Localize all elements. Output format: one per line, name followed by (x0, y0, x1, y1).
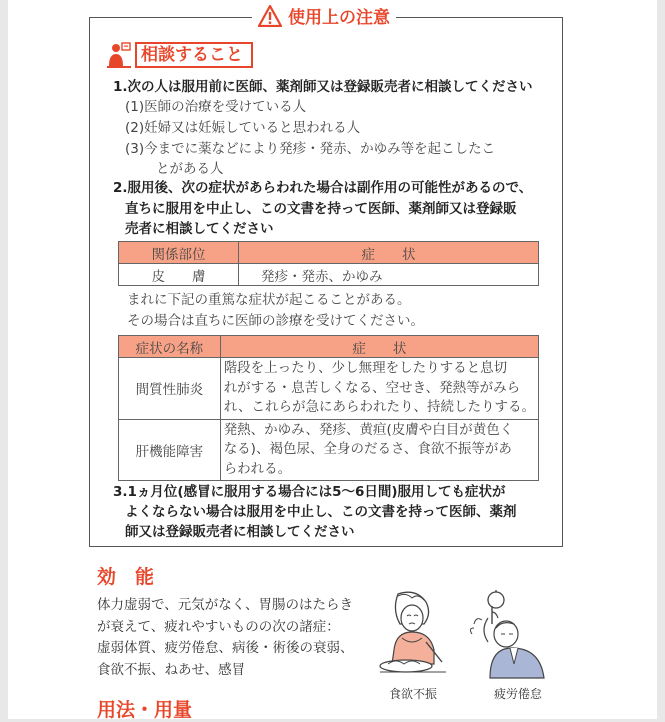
doctor-consult-icon (107, 42, 131, 68)
table-cell: 皮 膚 (119, 264, 239, 286)
caption-fatigue: 疲労倦怠 (494, 687, 543, 701)
table-side-effects (118, 241, 539, 286)
item2-heading-3: 売者に相談してください (125, 221, 274, 237)
table-header-row (119, 336, 539, 358)
consult-label: 相談すること (135, 42, 253, 68)
item1-heading: 1.次の人は服用前に医師、薬剤師又は登録販売者に相談してください (113, 79, 533, 95)
table-header-cell: 関係部位 (119, 242, 239, 264)
table-cell-line: 階段を上ったり、少し無理をしたりすると息切 (223, 360, 508, 376)
table-cell-line: らわれる。 (223, 460, 292, 477)
precautions-title (252, 3, 396, 28)
item1-sub-3-cont: とがある人 (156, 161, 224, 177)
table-header-cell: 症状の名称 (119, 336, 221, 358)
item1-sub-1: (1)医師の治療を受けている人 (125, 99, 307, 115)
item3-heading-1: 3.1ヵ月位(感冒に服用する場合には5～6日間)服用しても症状が (113, 484, 506, 500)
appetite-loss-illustration (372, 590, 454, 680)
table-header-cell: 症 状 (239, 242, 539, 264)
item2-heading-2: 直ちに服用を中止し、この文書を持って医師、薬剤師又は登録販 (125, 201, 517, 217)
table-cell (220, 358, 538, 420)
precautions-title-text: 使用上の注意 (288, 8, 390, 28)
table-row (119, 419, 539, 481)
item3-heading-2: よくならない場合は服用を中止し、この文書を持って医師、薬剤 (125, 504, 517, 520)
rare-note-1: まれに下記の重篤な症状が起こることがある。 (127, 292, 411, 308)
fatigue-illustration (462, 590, 556, 680)
table-header-row (119, 242, 539, 264)
table-cell-line: なる)、褐色尿、全身のだるさ、食欲不振等があ (223, 441, 512, 457)
item3-heading-3: 師又は登録販売者に相談してください (125, 524, 355, 540)
table-cell (220, 419, 538, 481)
table-cell-line: 発熱、かゆみ、発疹、黄疸(皮膚や白目が黄色く (223, 421, 514, 438)
table-serious-effects (118, 335, 539, 481)
effect-line: 虚弱体質、疲労倦怠、病後・術後の衰弱、 (97, 640, 354, 656)
effect-line: 食欲不振、ねあせ、感冒 (97, 661, 246, 678)
warning-triangle-icon (258, 5, 282, 27)
effect-text (97, 595, 354, 681)
consult-heading (107, 42, 253, 68)
rare-note-2: その場合は直ちに医師の診療を受けてください。 (127, 313, 424, 329)
effect-line: 体力虚弱で、元気がなく、胃腸のはたらき (97, 597, 353, 613)
effect-title: 効 能 (97, 566, 155, 588)
table-cell: 肝機能障害 (119, 419, 221, 481)
table-row (119, 358, 539, 420)
caption-appetite-loss: 食欲不振 (389, 687, 438, 701)
table-cell: 間質性肺炎 (119, 358, 221, 420)
table-cell-line: れ、これらが急にあらわれたり、持続したりする。 (223, 399, 535, 415)
item1-sub-2: (2)妊婦又は妊娠していると思われる人 (125, 120, 361, 136)
table-header-cell: 症 状 (220, 336, 538, 358)
item2-heading-1: 2.服用後、次の症状があらわれた場合は副作用の可能性があるので、 (113, 180, 533, 196)
item1-sub-3: (3)今までに薬などにより発疹・発赤、かゆみ等を起こしたこ (125, 141, 496, 157)
effect-line: が衰えて、疲れやすいものの次の諸症： (97, 618, 340, 635)
table-cell-line: れがする・息苦しくなる、空せき、発熱等がみら (223, 379, 521, 396)
usage-title: 用法・用量 (97, 699, 193, 721)
table-cell: 発疹・発赤、かゆみ (239, 264, 539, 286)
table-row (119, 264, 539, 286)
